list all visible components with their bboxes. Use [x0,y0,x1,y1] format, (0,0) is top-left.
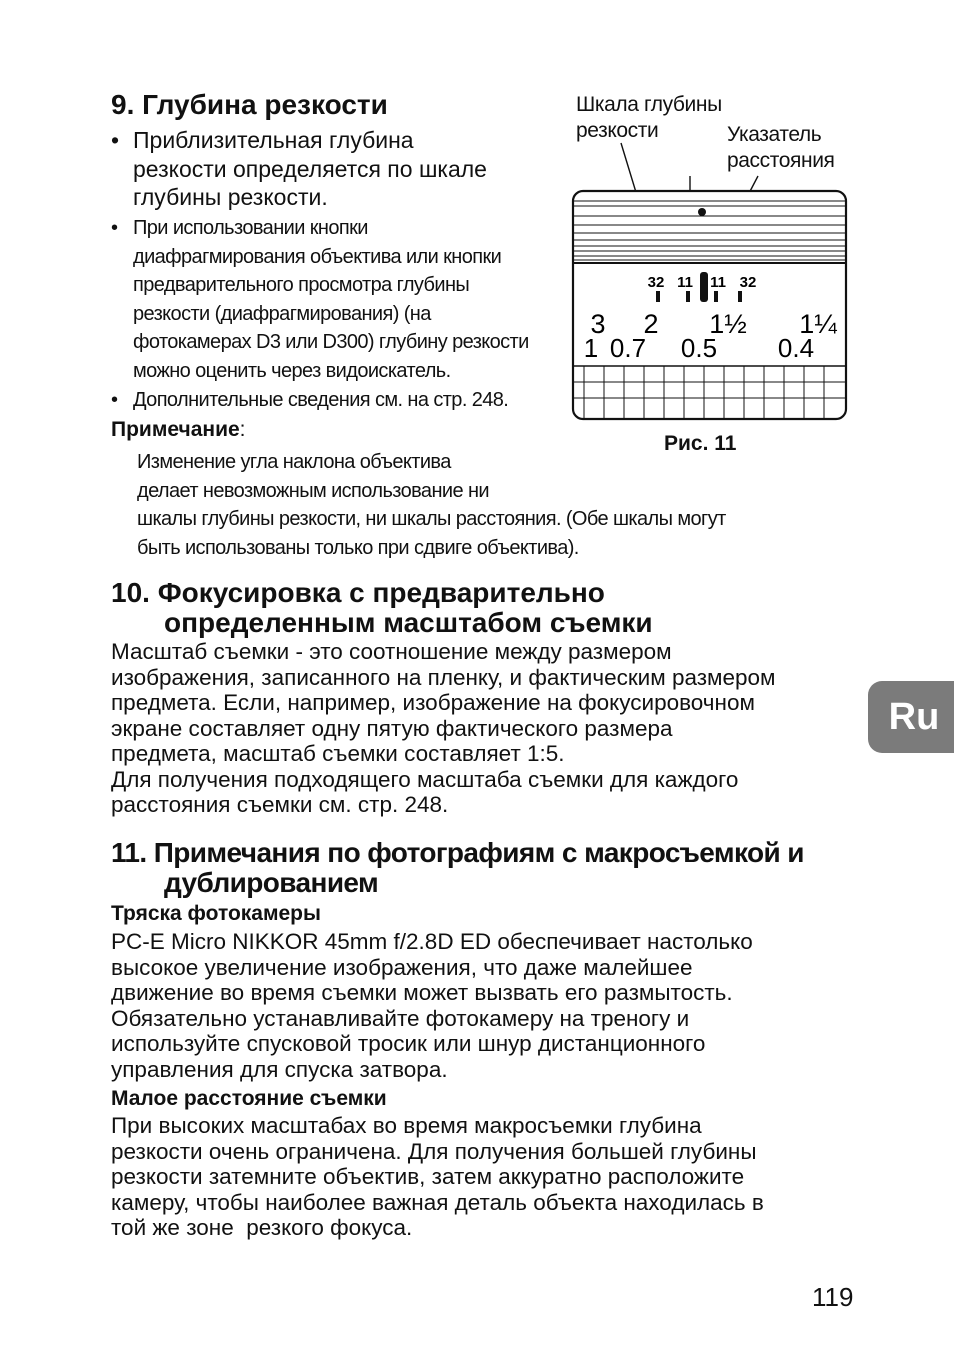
bullet-dof-approx [111,126,487,212]
dof-mark-tick [714,291,718,302]
bullet-dof-preview [111,214,529,386]
heading-line: определенным масштабом съемки [164,607,653,638]
text-line: При высоких масштабах во время макросъемки глубина [111,1113,702,1138]
feet-scale-value: 1½ [709,309,747,339]
text-line: резкости затемните объектив, затем аккуратно расположите [111,1164,745,1189]
text-line: камеру, чтобы наиболее важная деталь объекта находилась в [111,1189,764,1215]
text-line: резкости определяется по шкале [133,155,487,182]
subheading-camera-shake: Тряска фотокамеры [111,902,321,925]
heading-line: дублированием [164,867,379,898]
dof-mark-tick [686,291,690,302]
figure-caption: Рис. 11 [664,432,737,455]
bullet-dot: • [111,217,118,239]
section-11-heading [111,838,804,898]
note-label-colon: : [239,418,246,441]
text-line: Указатель [727,123,822,146]
feet-scale-value: 2 [643,309,659,339]
text-line: Изменение угла наклона объектива [137,451,451,473]
section-9-heading: 9. Глубина резкости [111,89,388,120]
text-line: предмета. Если, например, изображение на фокусировочном [111,690,755,715]
meter-scale-value: 1 [583,333,599,363]
text-line: используйте спусковой тросик или шнур дистанционного [111,1031,706,1056]
text-line: резкости очень ограничена. Для получения большей глубины [111,1138,757,1164]
heading-line: 10. Фокусировка с предварительно [111,577,605,608]
section-10-heading [111,578,653,638]
dof-mark-label: 11 [710,274,726,291]
text-line: расстояния [727,149,835,172]
camera-shake-paragraph [111,929,753,1082]
text-line: фотокамерах D3 или D300) глубину резкости [133,331,529,354]
text-line: предварительного просмотра глубины [133,274,470,297]
text-line: экране составляет одну пятую фактического размера [111,715,673,741]
text-line: той же зоне резкого фокуса. [111,1215,413,1240]
meter-scale-value: 0.5 [680,333,718,363]
heading-line: 11. Примечания по фотографиям с макросъемкой и [111,837,804,868]
text-line: Масштаб съемки - это соотношение между размером [111,639,672,664]
subheading-short-distance: Малое расстояние съемки [111,1087,387,1110]
note-text [137,448,726,562]
text-line: PC-E Micro NIKKOR 45mm f/2.8D ED обеспечивает настолько [111,929,753,954]
dof-mark-tick [738,291,742,302]
text-line: расстояния съемки см. стр. 248. [111,792,449,817]
language-tab: Ru [868,681,954,753]
short-distance-paragraph [111,1113,764,1241]
text-line: диафрагмирования объектива или кнопки [133,245,502,268]
bullet-more-info [111,386,508,415]
text-line: изображения, записанного на пленку, и фактическим размером [111,664,776,690]
text-line: Дополнительные сведения см. на стр. 248. [133,389,509,411]
lens-scale-diagram [565,140,855,430]
text-line: Для получения подходящего масштаба съемки для каждого [111,766,739,792]
note-label-text: Примечание [111,418,240,441]
meter-scale-value: 0.4 [777,333,815,363]
dof-mark-label: 11 [677,274,693,291]
label-dof-scale [576,92,722,144]
text-line: Обязательно устанавливайте фотокамеру на треногу и [111,1005,690,1031]
bullet-dot: • [111,389,118,411]
text-line: Приблизительная глубина [133,127,414,153]
text-line: быть использованы только при сдвиге объектива). [137,536,579,559]
text-line: глубины резкости. [133,184,328,210]
text-line: делает невозможным использование ни [137,479,489,502]
feet-scale-value: 1¼ [799,309,837,339]
text-line: Шкала глубины [576,93,722,116]
page-number: 119 [812,1282,854,1312]
text-line: резкости (диафрагмирования) (на [133,302,431,325]
mount-dot-icon [698,208,706,216]
dof-mark-tick [656,291,660,302]
distance-index-mark [700,272,708,302]
feet-scale-value: 3 [590,309,606,339]
section-10-paragraph [111,639,776,818]
text-line: предмета, масштаб съемки составляет 1:5. [111,741,565,766]
dof-mark-label: 32 [647,274,665,291]
text-line: высокое увеличение изображения, что даже малейшее [111,954,693,980]
dof-mark-label: 32 [739,274,757,291]
bullet-dot: • [111,127,120,153]
note-label [111,418,246,442]
meter-scale-value: 0.7 [609,333,647,363]
text-line: движение во время съемки может вызвать его размытость. [111,980,733,1005]
text-line: При использовании кнопки [133,217,368,239]
text-line: можно оценить через видоискатель. [133,359,451,382]
text-line: шкалы глубины резкости, ни шкалы расстояния. (Обе шкалы могут [137,508,726,531]
text-line: управления для спуска затвора. [111,1056,448,1082]
text-line: резкости [576,119,659,142]
